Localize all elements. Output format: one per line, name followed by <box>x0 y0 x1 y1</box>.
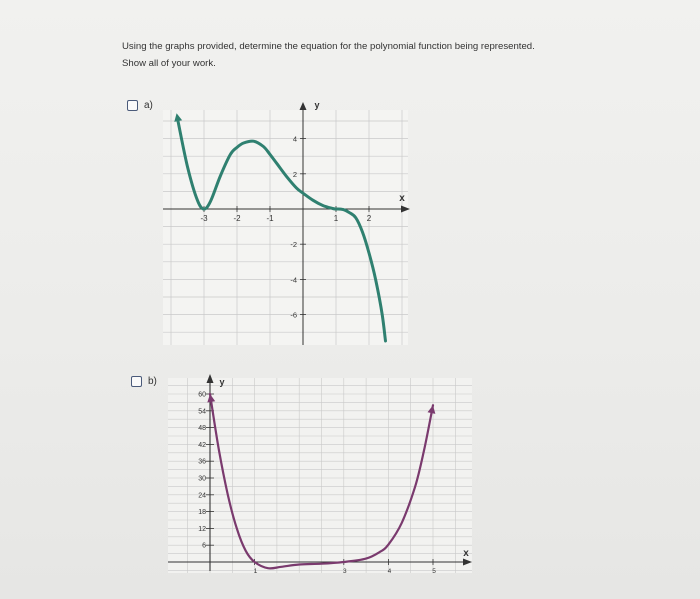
graph-a-y-tick-label: -4 <box>290 275 297 285</box>
instructions-line-2: Show all of your work. <box>122 58 216 69</box>
graph-b-x-tick-label: 5 <box>432 568 436 575</box>
graph-b-x-tick-label: 1 <box>253 568 258 575</box>
graph-b-y-tick-label: 48 <box>198 425 206 433</box>
graph-a-x-tick-label: 1 <box>333 214 339 223</box>
graph-b-x-tick-label: 4 <box>387 568 392 575</box>
graph-a-x-tick-label: -1 <box>266 214 274 223</box>
graph-a-y-tick-label: -2 <box>290 240 297 250</box>
graph-b-y-tick-label: 6 <box>202 542 206 550</box>
graph-a-y-label: y <box>314 100 320 110</box>
graph-a-x-tick-label: -2 <box>233 214 241 223</box>
graph-a-y-tick-label: 4 <box>292 134 297 144</box>
graph-a-x-tick-label: -3 <box>200 214 208 223</box>
option-b-label: b) <box>148 376 157 387</box>
graph-b-y-tick-label: 54 <box>198 408 206 416</box>
graph-b-y-tick-label: 36 <box>198 458 206 466</box>
graph-b-y-tick-label: 12 <box>198 525 206 533</box>
graph-b-y-tick-label: 18 <box>198 509 206 517</box>
graph-b-background <box>168 378 472 573</box>
graph-b-y-tick-label: 24 <box>198 492 206 500</box>
graph-a-x-label: x <box>399 193 405 204</box>
graph-b-y-tick-label: 30 <box>198 475 206 483</box>
graph-b-y-label: y <box>219 377 225 387</box>
option-a-label: a) <box>144 100 153 111</box>
graph-a-x-tick-label: 2 <box>366 214 372 223</box>
graph-b-y-tick-label: 60 <box>198 391 206 399</box>
graph-b-x-tick-label: 3 <box>342 568 347 575</box>
instructions-line-1: Using the graphs provided, determine the equation for the polynomial function being represented. <box>122 41 535 52</box>
graph-b-x-label: x <box>463 548 469 559</box>
graph-b-y-tick-label: 42 <box>198 441 206 449</box>
graph-a-y-tick-label: 2 <box>292 169 297 179</box>
graph-a-y-tick-label: -6 <box>290 310 297 320</box>
